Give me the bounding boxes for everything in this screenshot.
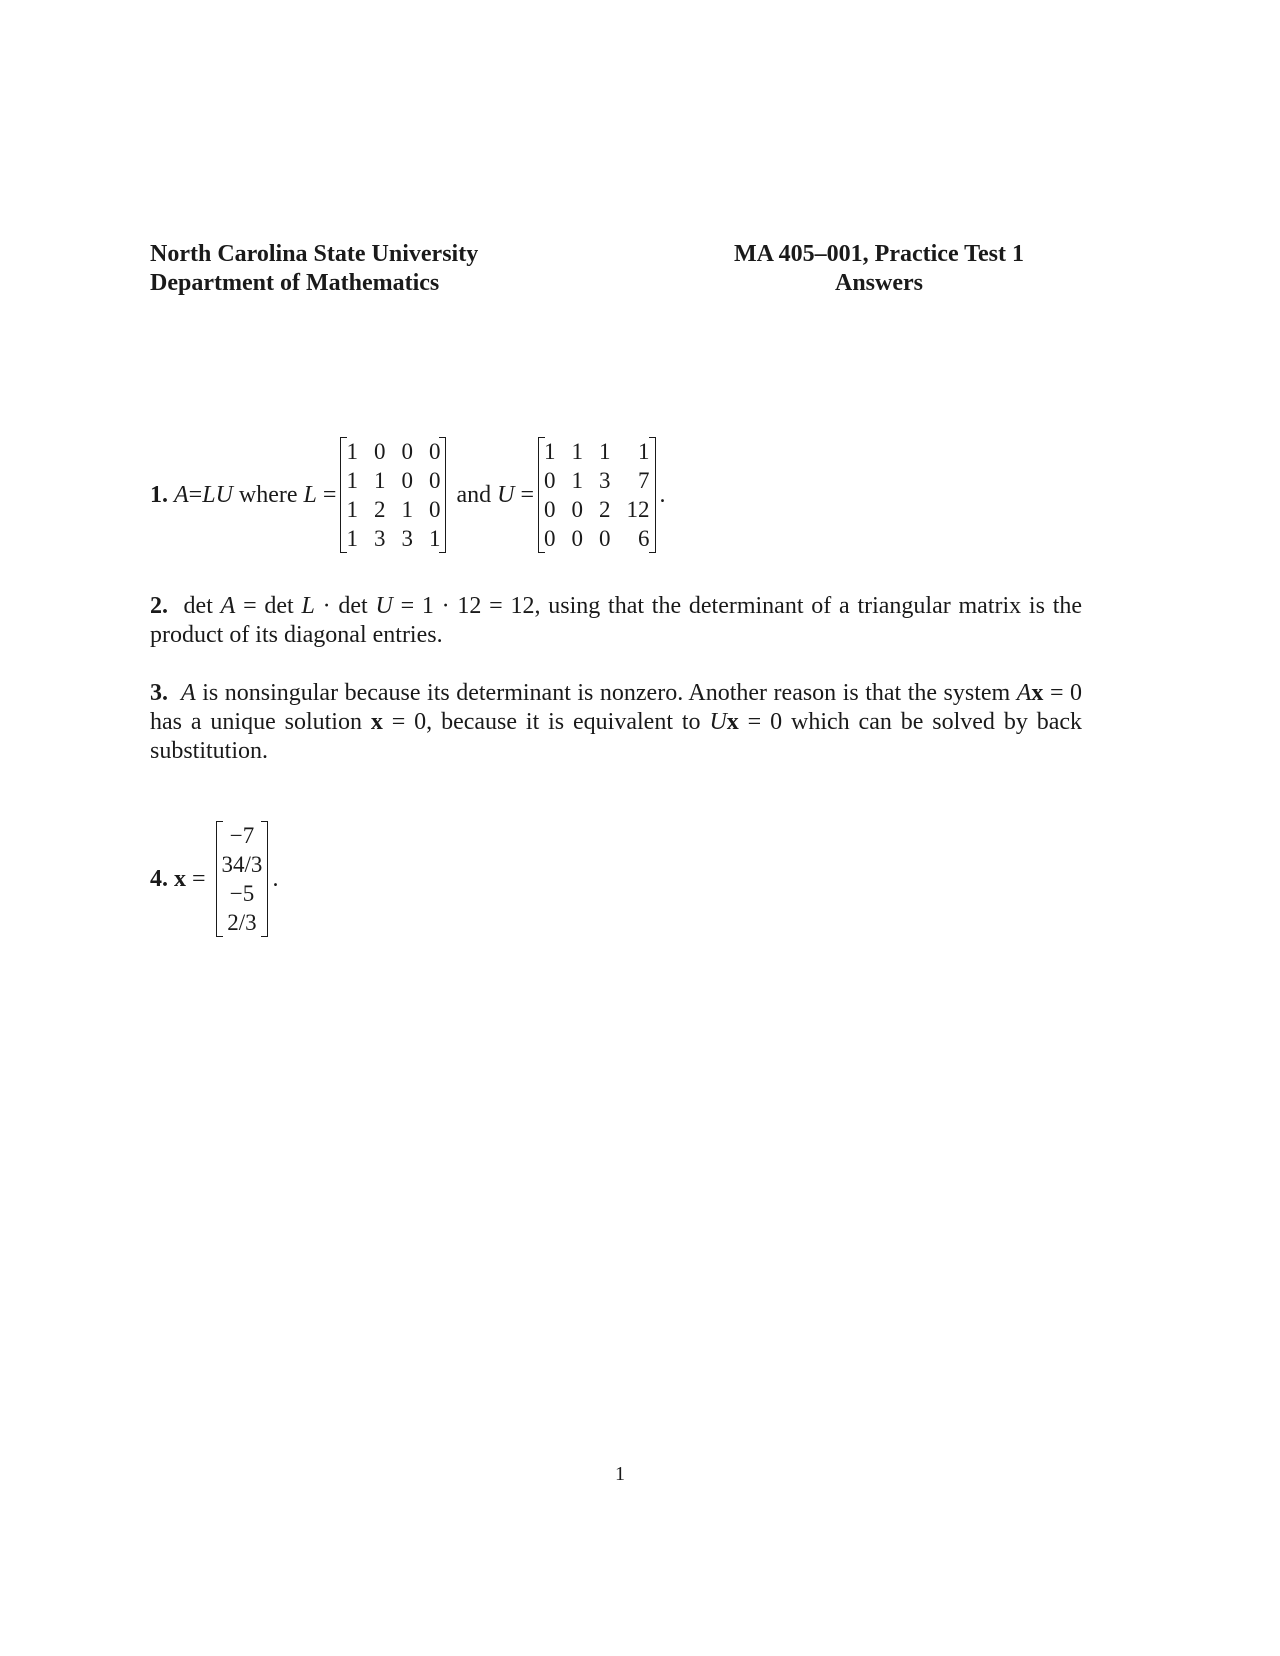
course-title: MA 405–001, Practice Test 1 [734,241,1024,267]
symbol-U: U [497,481,515,508]
matrix-entry: 2/3 [227,910,257,935]
question-4 [150,821,278,937]
matrix-entry: 1 [599,439,611,464]
matrix-entry: 1 [373,468,386,493]
symbol-x: x [726,709,739,735]
page-number: 1 [615,1463,625,1485]
matrix-entry: 7 [638,468,650,493]
matrix-entry: 0 [544,497,556,522]
symbol-U: U [375,593,393,619]
matrix-entry: 2 [599,497,611,522]
where-text: where [232,481,304,508]
matrix-entry: 6 [638,526,650,551]
matrix-entry: 34/3 [221,852,263,877]
question-3 [150,679,1082,766]
symbol-A: A [174,481,189,508]
symbol-A: A [220,593,236,619]
text-part: = 0 has a unique solution [150,680,1082,735]
text-part: = 0 which can be solved by back substitution. [150,709,1083,764]
matrix-entry: 1 [638,439,650,464]
university-name: North Carolina State University [150,241,479,267]
det-text: det [183,593,221,619]
matrix-entry: 3 [373,526,386,551]
matrix-entry: 1 [346,468,358,493]
matrix-entry: 0 [428,497,441,522]
symbol-L: L [301,593,315,619]
matrix-entry: 0 [599,526,611,551]
period: . [272,865,279,892]
and-text: and [450,481,498,508]
vector-x [216,821,269,937]
matrix-entry: 12 [626,497,650,522]
equals-sign: = [188,481,203,508]
period: . [659,481,666,508]
question-2-number: 2. [150,593,168,619]
matrix-entry: 0 [544,468,556,493]
question-4-number: 4. [150,865,168,892]
matrix-entry: 3 [599,468,611,493]
symbol-x: x [370,709,383,735]
question-3-number: 3. [150,680,168,706]
equals-det-text: = det [235,593,302,619]
matrix-entry: −5 [229,881,255,906]
times-det-text: · det [314,593,376,619]
matrix-entry: 1 [346,497,358,522]
matrix-entry: 0 [401,468,413,493]
matrix-entry: 0 [373,439,386,464]
matrix-entry: 0 [428,439,441,464]
symbol-A: A [181,680,196,706]
text-part: is nonsingular because its determinant is nonzero. Another reason is that the system [195,680,1017,706]
equals-sign: = [186,865,212,892]
matrix-U [538,437,656,553]
symbol-x: x [174,865,186,892]
text-part: = 0, because it is equivalent to [382,709,710,735]
matrix-entry: 0 [571,497,583,522]
matrix-entry: 1 [428,526,441,551]
symbol-L: L [303,481,317,508]
symbol-LU: LU [202,481,233,508]
question-1: 1. A = LU where L = 1 0 0 0 1 1 0 0 1 2 1 0 1 3 3 1 and U = 1 1 1 1 0 1 3 7 0 0 2 12 0 0 0 6 . [150,439,666,551]
matrix-L [340,437,446,553]
explanation-text: = 1 · 12 = 12, using that the determinant of a triangular matrix is the product of its diagonal entries. [150,593,1083,648]
symbol-A: A [1016,680,1032,706]
matrix-entry: 1 [571,468,583,493]
department-name: Department of Mathematics [150,270,440,296]
matrix-entry: 0 [544,526,556,551]
matrix-entry: 2 [373,497,386,522]
matrix-entry: 1 [401,497,413,522]
matrix-entry: −7 [229,823,255,848]
matrix-entry: 1 [544,439,556,464]
matrix-entry: 1 [346,526,358,551]
symbol-x: x [1031,680,1044,706]
matrix-entry: 0 [401,439,413,464]
question-2 [150,592,1082,650]
matrix-entry: 0 [571,526,583,551]
matrix-entry: 1 [346,439,358,464]
answers-subtitle: Answers [835,270,923,296]
question-1-number: 1. [150,481,168,508]
matrix-entry: 1 [571,439,583,464]
matrix-entry: 3 [401,526,413,551]
matrix-entry: 0 [428,468,441,493]
symbol-U: U [709,709,727,735]
